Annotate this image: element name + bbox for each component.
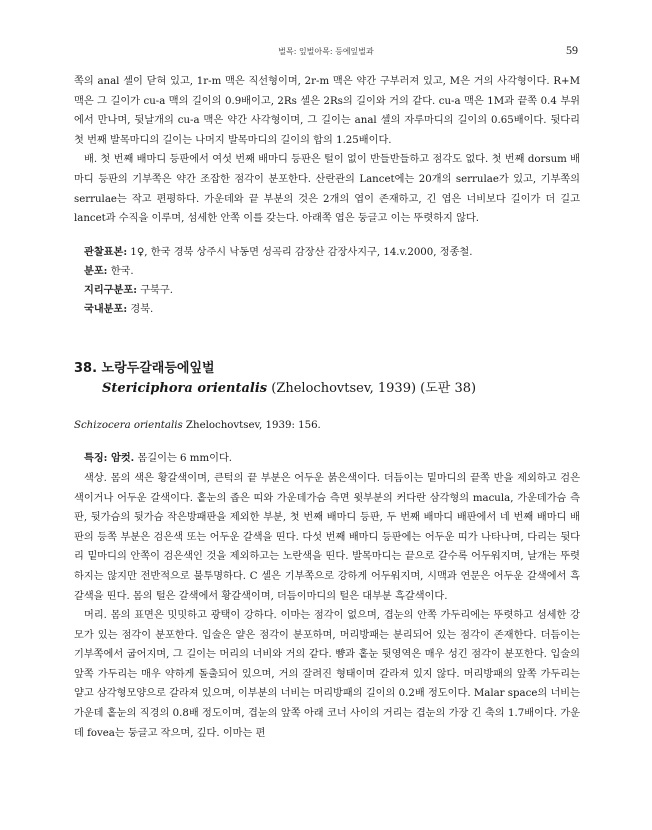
examined-label: 관찰표본: (84, 245, 128, 258)
distribution-value: 한국. (110, 265, 134, 277)
domestic-record (74, 300, 580, 319)
feature-label: 특징: 암컷. (84, 452, 135, 465)
examined-value: 1♀, 한국 경북 상주시 낙동면 성곡리 감장산 감장사지구, 14.v.2000, 정종철. (130, 246, 473, 258)
zoogeo-label: 지리구분포: (84, 283, 137, 296)
specimen-records (74, 243, 580, 319)
domestic-value: 경북. (130, 303, 154, 315)
synonym-name: Schizocera orientalis (74, 419, 183, 431)
synonym-line (74, 416, 580, 436)
color-paragraph: 색상. 몸의 색은 황갈색이며, 큰턱의 끝 부분은 어두운 붉은색이다. 더듬이는 밑마디의 끝쪽 반을 제외하고 검은색이거나 어두운 갈색이다. 홑눈의 좁은 띠와 가운데가슴 측면 윗부분의 커다란 삼각형의 macula, 가운데가슴 측판, 뒷가슴의 뒷가슴 작은방패판을 제외한 부분, 첫 번째 배마디 등판, 두 번째 배마디 배판에서 네 번째 배마디 배판의 등쪽 부분은 검은색 또는 어두운 갈색을 띤다. 다섯 번째 배마디 등판에는 어두운 띠가 나타나며, 다리는 뒷다리 밑마디의 안쪽이 검은색인 것을 제외하고는 노란색을 띤다. 발목마디는 끝으로 갈수록 어두워지며, 날개는 뚜렷하지는 않지만 전반적으로 불투명하다. C 셀은 기부쪽으로 강하게 어두워지며, 시맥과 연문은 어두운 갈색에서 흑갈색을 띤다. 몸의 털은 갈색에서 황갈색이며, 더듬이마디의 털은 대부분 흑갈색이다. (74, 472, 580, 602)
species-authority: (Zhelochovtsev, 1939) (도판 38) (267, 380, 477, 396)
synonym-ref: Zhelochovtsev, 1939: 156. (182, 419, 321, 431)
feature-value: 몸길이는 6 mm이다. (134, 453, 233, 465)
running-title: 벌목: 잎벌아목: 등에잎벌과 (278, 47, 374, 56)
domestic-label: 국내분포: (84, 302, 128, 315)
zoogeo-record (74, 281, 580, 300)
body-paragraph-2: 배. 첫 번째 배마디 등판에서 여섯 번째 배마디 등판은 털이 없이 반들반들하고 점각도 없다. 첫 번째 dorsum 배마디 등판의 기부쪽은 약간 조잡한 점각이 분포한다. 산란관의 Lancet에는 20개의 serrulae가 있고, 기부쪽의 serrulae는 작고 편평하다. 가운데와 끝 부분의 것은 2개의 엽이 존재하고, 긴 엽은 너비보다 길이가 더 길고 lancet과 수직을 이루며, 섬세한 안쪽 이를 갖는다. 아래쪽 엽은 둥글고 이는 뚜렷하지 않다. (74, 154, 580, 225)
species-scientific-line (102, 379, 580, 398)
page-number: 59 (566, 43, 578, 57)
scientific-name: Stericiphora orientalis (102, 380, 268, 396)
page-body (74, 72, 580, 743)
species-heading (74, 359, 580, 398)
feature-line (74, 449, 580, 469)
examined-record (74, 243, 580, 262)
head-paragraph: 머리. 몸의 표면은 밋밋하고 광택이 강하다. 이마는 점각이 없으며, 겹눈의 안쪽 가두리에는 뚜렷하고 섬세한 강모가 있는 점각이 분포한다. 입술은 얕은 점각이 분포하며, 머리방패는 분리되어 있는 점각이 존재한다. 더듬이는 기부쪽에서 굽어지며, 그 길이는 머리의 너비와 거의 같다. 뺨과 홑눈 뒷영역은 매우 성긴 점각이 분포한다. 입술의 앞쪽 가두리는 매우 약하게 돌출되어 있으며, 거의 잘려진 형태이며 갈라져 있지 않다. 머리방패의 앞쪽 가두리는 얕고 삼각형모양으로 갈라져 있으며, 이부분의 너비는 머리방패의 길이의 0.2배 정도이다. Malar space의 너비는 가운데 홑눈의 직경의 0.8배 정도이며, 겹눈의 앞쪽 아래 코너 사이의 거리는 겹눈의 가장 긴 축의 1.7배이다. 가운데 fovea는 둥글고 작으며, 깊다. 이마는 편 (74, 610, 580, 739)
body-paragraph-1: 쪽의 anal 셀이 닫혀 있고, 1r-m 맥은 직선형이며, 2r-m 맥은 약간 구부러져 있고, M은 거의 사각형이다. R+M 맥은 그 길이가 cu-a 맥의 길이의 0.9배이고, 2Rs 셀은 2Rs의 길이와 거의 같다. cu-a 맥은 1M과 끝쪽 0.4 부위에서 만나며, 뒷날개의 cu-a 맥은 약간 사각형이며, 그 길이는 anal 셀의 자루마디의 길이의 0.65배이다. 뒷다리 첫 번째 발목마디의 길이는 나머지 발목마디의 길이의 합의 1.25배이다. (74, 76, 580, 146)
distribution-label: 분포: (84, 264, 108, 277)
species-number-korean: 38. 노랑두갈래등에잎벌 (74, 360, 215, 376)
distribution-record (74, 262, 580, 281)
zoogeo-value: 구북구. (140, 284, 173, 296)
